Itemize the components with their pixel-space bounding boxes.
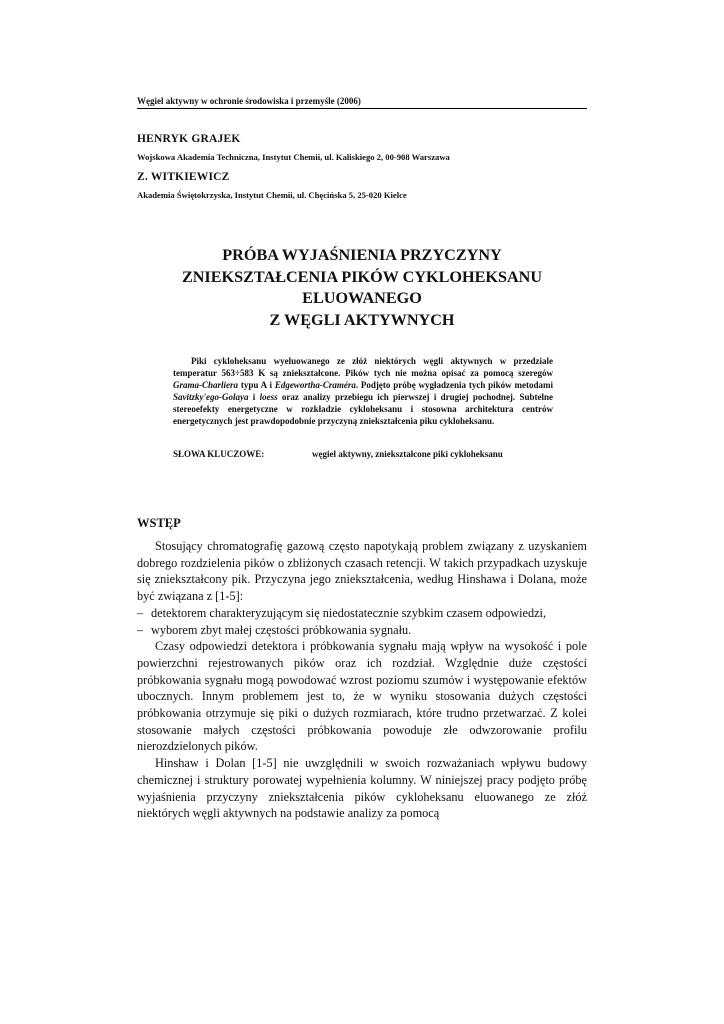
abstract-text: . Podjęto próbę wygładzenia tych pików metodami bbox=[355, 380, 553, 391]
list-item bbox=[137, 605, 587, 622]
abstract-text: oraz analizy przebiegu ich pierwszej i drugiej pochodnej. Subtelne stereoefekty energetyczne w rozkładzie cykloheksanu i stosowna architektura centrów energetycznych jest prawdopodobnie przyczyną zniekształcenia piku cykloheksanu. bbox=[173, 392, 553, 427]
abstract-emphasis: Grama-Charliera bbox=[173, 380, 239, 391]
abstract-text: Piki cykloheksanu wyeluowanego ze złóż niektórych węgli aktywnych w przedziale temperatur 563÷583 K są zniekształcone. Pików tych nie można opisać za pomocą szeregów bbox=[173, 356, 553, 379]
author-affiliation: Wojskowa Akademia Techniczna, Instytut Chemii, ul. Kaliskiego 2, 00-908 Warszawa bbox=[137, 152, 450, 162]
author-name: HENRYK GRAJEK bbox=[137, 133, 241, 145]
title-line: Z WĘGLI AKTYWNYCH bbox=[269, 310, 455, 329]
body-paragraph: Czasy odpowiedzi detektora i próbkowania sygnału mają wpływ na wysokość i pole powierzchni rejestrowanych pików oraz ich rozdział. Względnie duże częstości próbkowania sygnału mogą powodować wzrost poziomu szumów i występowanie efektów ubocznych. Innym problemem jest to, że w wyniku stosowania dużych częstości próbkowania otrzymuje się piki o dużych rozmiarach, które trudno przetwarzać. Z kolei stosowanie małych częstości próbkowania powoduje złe odwzorowanie profilu nierozdzielonych pików. bbox=[137, 639, 587, 754]
author-affiliation: Akademia Świętokrzyska, Instytut Chemii, ul. Chęcińska 5, 25-020 Kielce bbox=[137, 190, 407, 200]
dash-marker: – bbox=[137, 622, 144, 637]
section-body bbox=[137, 538, 587, 822]
running-header: Węgiel aktywny w ochronie środowiska i przemyśle (2006) bbox=[137, 96, 587, 109]
abstract bbox=[173, 355, 553, 428]
abstract-text: i bbox=[248, 392, 260, 403]
list-item bbox=[137, 622, 587, 639]
abstract-text: typu A i bbox=[238, 380, 275, 391]
title-line: ZNIEKSZTAŁCENIA PIKÓW CYKLOHEKSANU bbox=[181, 267, 543, 286]
section-heading: WSTĘP bbox=[137, 516, 181, 530]
abstract-emphasis: loess bbox=[259, 392, 278, 403]
list-item-text: detektorem charakteryzującym się niedostatecznie szybkim czasem odpowiedzi, bbox=[151, 605, 547, 620]
abstract-emphasis: Savitzky'ego-Golaya bbox=[173, 392, 249, 403]
title-line: PRÓBA WYJAŚNIENIA PRZYCZYNY bbox=[222, 246, 502, 264]
abstract-emphasis: Edgewortha-Craméra bbox=[274, 380, 356, 391]
dash-marker: – bbox=[137, 605, 144, 620]
keywords-label: SŁOWA KLUCZOWE: bbox=[173, 449, 265, 459]
paper-title bbox=[137, 245, 587, 331]
body-paragraph: Stosujący chromatografię gazową często napotykają problem związany z uzyskaniem dobrego rozdzielenia pików o zbliżonych czasach retencji. W takich przypadkach uzyskuje się zniekształcony pik. Przyczyna jego zniekształcenia, według Hinshawa i Dolana, może być związana z [1-5]: bbox=[137, 539, 587, 604]
list-item-text: wyborem zbyt małej częstości próbkowania sygnału. bbox=[151, 622, 412, 637]
title-line: ELUOWANEGO bbox=[302, 289, 422, 307]
author-name: Z. WITKIEWICZ bbox=[137, 171, 230, 183]
body-paragraph: Hinshaw i Dolan [1-5] nie uwzględnili w swoich rozważaniach wpływu budowy chemicznej i struktury porowatej wypełnienia kolumny. W niniejszej pracy podjęto próbę wyjaśnienia przyczyny zniekształcenia pików cykloheksanu eluowanego ze złóż niektórych węgli aktywnych na podstawie analizy za pomocą bbox=[137, 756, 587, 821]
keywords-value: węgiel aktywny, zniekształcone piki cykloheksanu bbox=[312, 449, 503, 459]
